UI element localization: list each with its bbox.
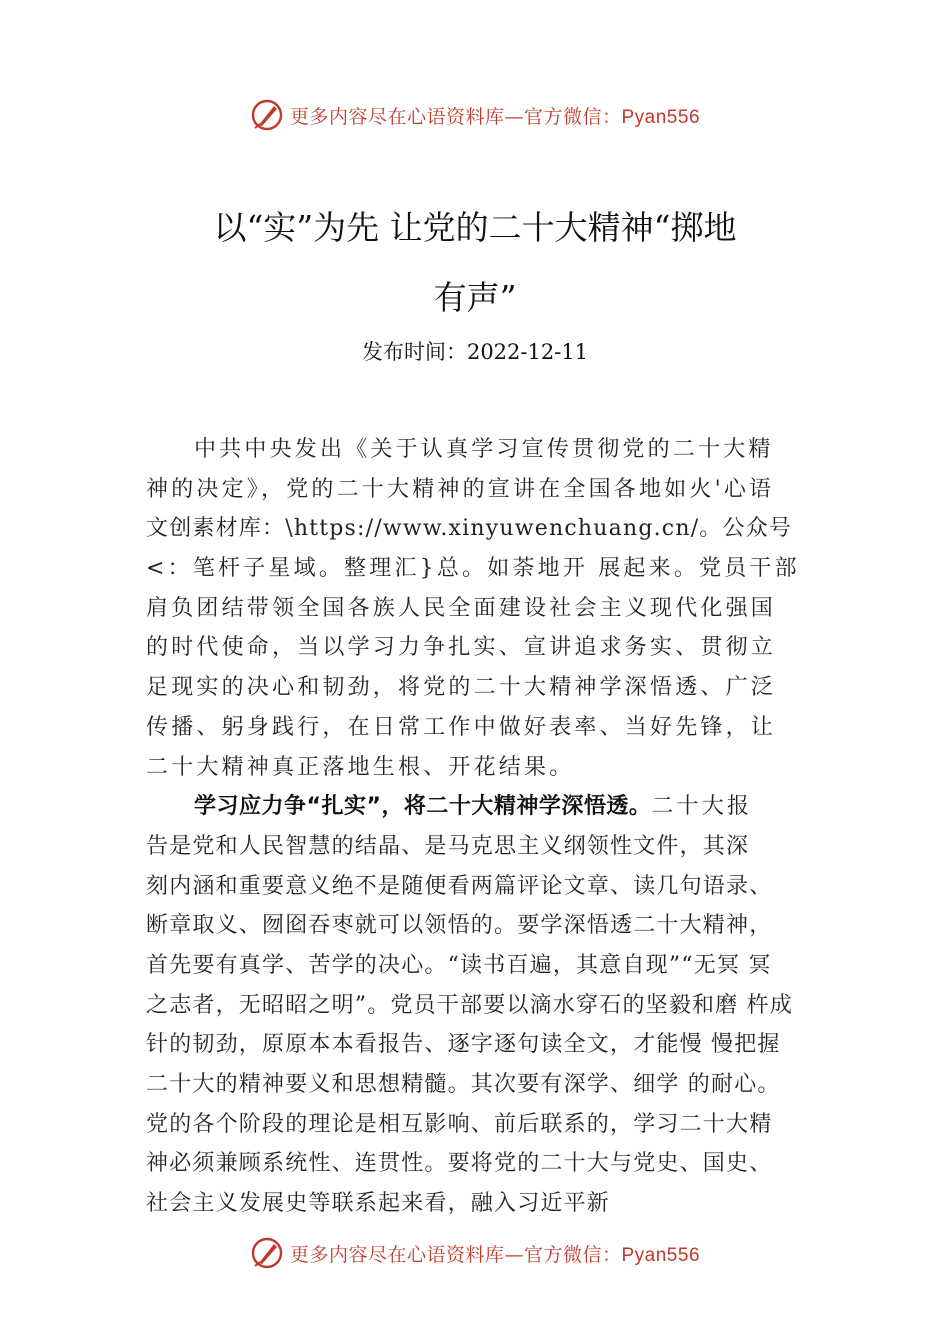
paragraph-lead-rest: 二十大报 (651, 794, 753, 820)
paragraph-line: 足现实的决心和韧劲，将党的二十大精神学深悟透、广泛 (146, 675, 777, 701)
paragraph-line: 社会主义发展史等联系起来看，融入习近平新 (146, 1191, 611, 1217)
banner-account: Pyan556 (621, 106, 701, 128)
paragraph-line: <：笔杆子星域。整理汇}总。如荼地开 展起来。党员干部 (146, 556, 800, 582)
paragraph-lead-bold: 学习应力争“扎实”，将二十大精神学深悟透。 (194, 794, 652, 820)
paragraph-line: 针的韧劲，原原本本看报告、逐字逐句读全文，才能慢 慢把握 (146, 1032, 781, 1058)
paragraph-lead-line (146, 787, 816, 827)
paragraph-line: 告是党和人民智慧的结晶、是马克思主义纲领性文件，其深 (146, 833, 750, 859)
paragraph-line: 的时代使命，当以学习力争扎实、宣讲追求务实、贯彻立 (146, 635, 777, 661)
banner-account: Pyan556 (621, 1244, 701, 1266)
footer-watermark-banner (0, 1233, 950, 1273)
paragraph-line: 二十大的精神要义和思想精髓。其次要有深学、细学 的耐心。 (146, 1072, 781, 1097)
quill-pen-logo-icon (250, 1236, 284, 1270)
paragraph-line: 神的决定》，党的二十大精神的宣讲在全国各地如火'心语 (146, 476, 775, 502)
quill-pen-logo-icon (250, 98, 284, 132)
paragraph-line: 文创素材库：\https://www.xinyuwenchuang.cn/。公众号 (146, 516, 793, 542)
banner-label: 更多内容尽在心语资料库—官方微信： (289, 1243, 622, 1266)
paragraph-line: 中共中央发出《关于认真学习宣传贯彻党的二十大精 (194, 437, 774, 462)
paragraph-line: 首先要有真学、苦学的决心。“读书百遍，其意自现”“无冥 冥 (146, 952, 772, 978)
paragraph-line: 断章取义、囫囵吞枣就可以领悟的。要学深悟透二十大精神， (146, 913, 773, 939)
paragraph-line: 党的各个阶段的理论是相互影响、前后联系的，学习二十大精 (146, 1111, 773, 1137)
banner-text (290, 102, 700, 129)
banner-text (290, 1240, 700, 1267)
paragraph-line: 刻内涵和重要意义绝不是随便看两篇评论文章、读几句语录、 (146, 873, 773, 899)
paragraph-line: 肩负团结带领全国各族人民全面建设社会主义现代化强国 (146, 595, 777, 621)
article-title-line-1: 以“实”为先 让党的二十大精神“掷地 (213, 208, 737, 247)
publish-date: 发布时间：2022-12-11 (361, 340, 589, 364)
paragraph-line: 二十大精神真正落地生根、开花结果。 (146, 754, 575, 780)
banner-label: 更多内容尽在心语资料库—官方微信： (289, 105, 622, 128)
header-watermark-banner (0, 95, 950, 135)
article-body (146, 430, 816, 1224)
paragraph-line: 之志者，无昭昭之明”。党员干部要以滴水穿石的坚毅和磨 杵成 (146, 992, 794, 1018)
paragraph-line: 神必须兼顾系统性、连贯性。要将党的二十大与党史、国史、 (146, 1151, 773, 1177)
paragraph-line: 传播、躬身践行，在日常工作中做好表率、当好先锋，让 (146, 714, 777, 740)
article-title-line-2: 有声” (433, 278, 517, 317)
